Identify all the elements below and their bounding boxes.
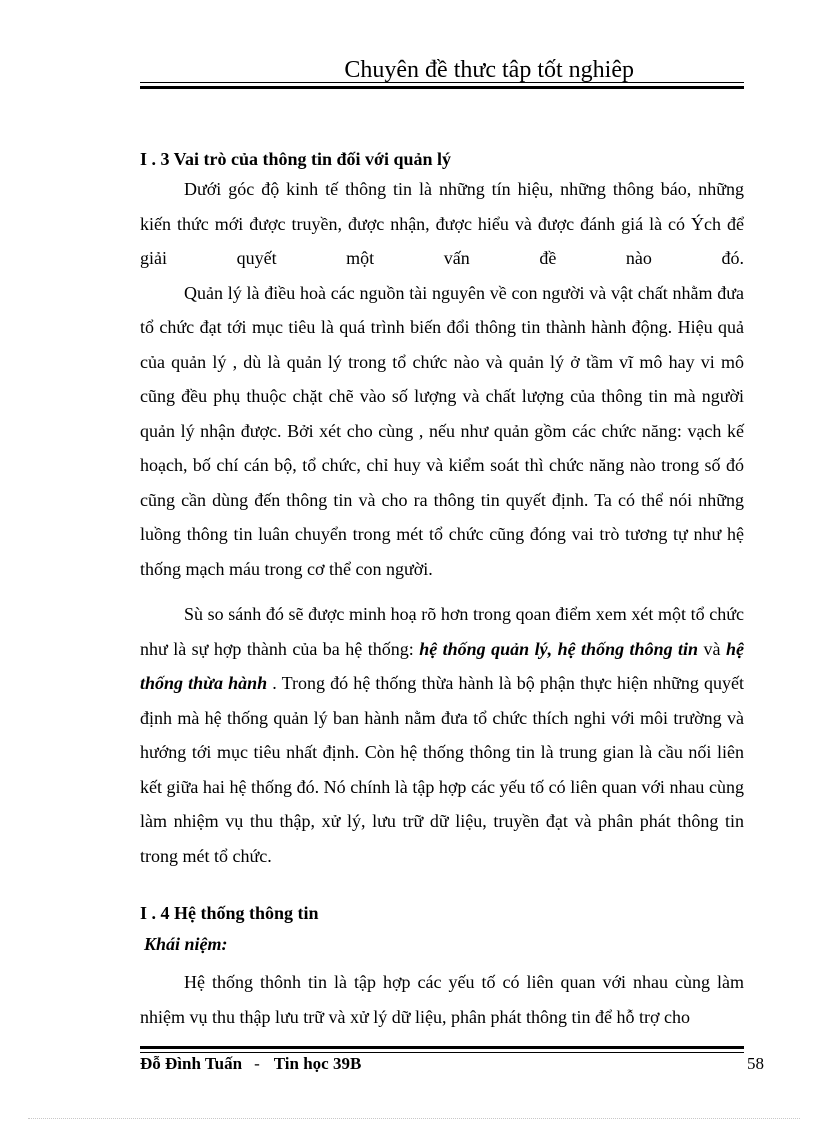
three-systems-text-a: Sù so sánh đó sẽ được minh hoạ rõ hơn trong qoan điểm xem xét một tổ chức như là sự hợp thành của ba hệ thống: (140, 604, 744, 659)
page-header-title: Chuyên đề thưc tâp tốt nghiêp (344, 57, 634, 83)
footer-author: Đỗ Đình Tuấn (140, 1054, 243, 1073)
page-bottom-dotted-border (28, 1118, 800, 1119)
footer-separator: - (254, 1054, 260, 1073)
three-systems-text-e: . Trong đó hệ thống thừa hành là bộ phận thực hiện những quyết định mà hệ thống quản lý ban hành nằm đưa tổ chức thích nghi với môi trường và hướng tới mục tiêu nhất định. Còn hệ thống thông tin là trung gian là cầu nối liên kết giữa hai hệ thống đó. Nó chính là tập hợp các yếu tố có liên quan với nhau cùng làm nhiệm vụ thu thập, xử lý, lưu trữ dữ liệu, truyền đạt và phân phát thông tin trong mét tổ chức. (140, 673, 744, 866)
paragraph-three-systems (140, 597, 744, 873)
footer-rule-thick (140, 1046, 744, 1049)
page-number: 58 (747, 1054, 764, 1073)
header-rule-thin (140, 82, 744, 83)
header-rule-thick (140, 86, 744, 89)
section-heading-1-3: I . 3 Vai trò của thông tin đối với quản lý (140, 149, 452, 169)
paragraph-management-role: Quản lý là điều hoà các nguồn tài nguyên về con người và vật chất nhằm đưa tổ chức đạt tới mục tiêu là quá trình biến đổi thông tin thành hành động. Hiệu quả của quản lý , dù là quản lý trong tổ chức nào và quản lý ở tầm vĩ mô hay vi mô cũng đều phụ thuộc chặt chẽ vào số lượng và chất lượng của thông tin mà người quản lý nhận được. Bởi xét cho cùng , nếu như quản gồm các chức năng: vạch kế hoạch, bố chí cán bộ, tổ chức, chỉ huy và kiểm soát thì chức năng nào trong số đó cũng cần dùng đến thông tin và cho ra thông tin quyết định. Ta có thể nói những luồng thông tin luân chuyển trong mét tổ chức cũng đóng vai trò tương tự như hệ thống mạch máu trong cơ thể con người. (140, 282, 744, 579)
paragraph-info-system-definition: Hệ thống thônh tin là tập hợp các yếu tố có liên quan với nhau cùng làm nhiệm vụ thu thập lưu trữ và xử lý dữ liệu, phân phát thông tin để hỗ trợ cho (140, 972, 744, 1027)
paragraph-information-definition: Dưới góc độ kinh tế thông tin là những tín hiệu, những thông báo, những kiến thức mới được truyền, được nhận, được hiểu và được đánh giá là có Ých để giải quyết một vấn đề nào đó. (140, 179, 744, 268)
footer-class: Tin học 39B (273, 1054, 362, 1073)
emphasis-management-info-systems: hệ thống quản lý, hệ thống thông tin (419, 638, 699, 659)
page-footer (140, 1053, 764, 1075)
document-body (140, 146, 744, 1034)
subheading-concept: Khái niệm: (144, 934, 228, 954)
section-heading-1-4: I . 4 Hệ thống thông tin (140, 903, 319, 923)
emphasis-execution-system: hệ thống thừa hành (140, 638, 744, 693)
three-systems-text-c: và (698, 638, 726, 659)
